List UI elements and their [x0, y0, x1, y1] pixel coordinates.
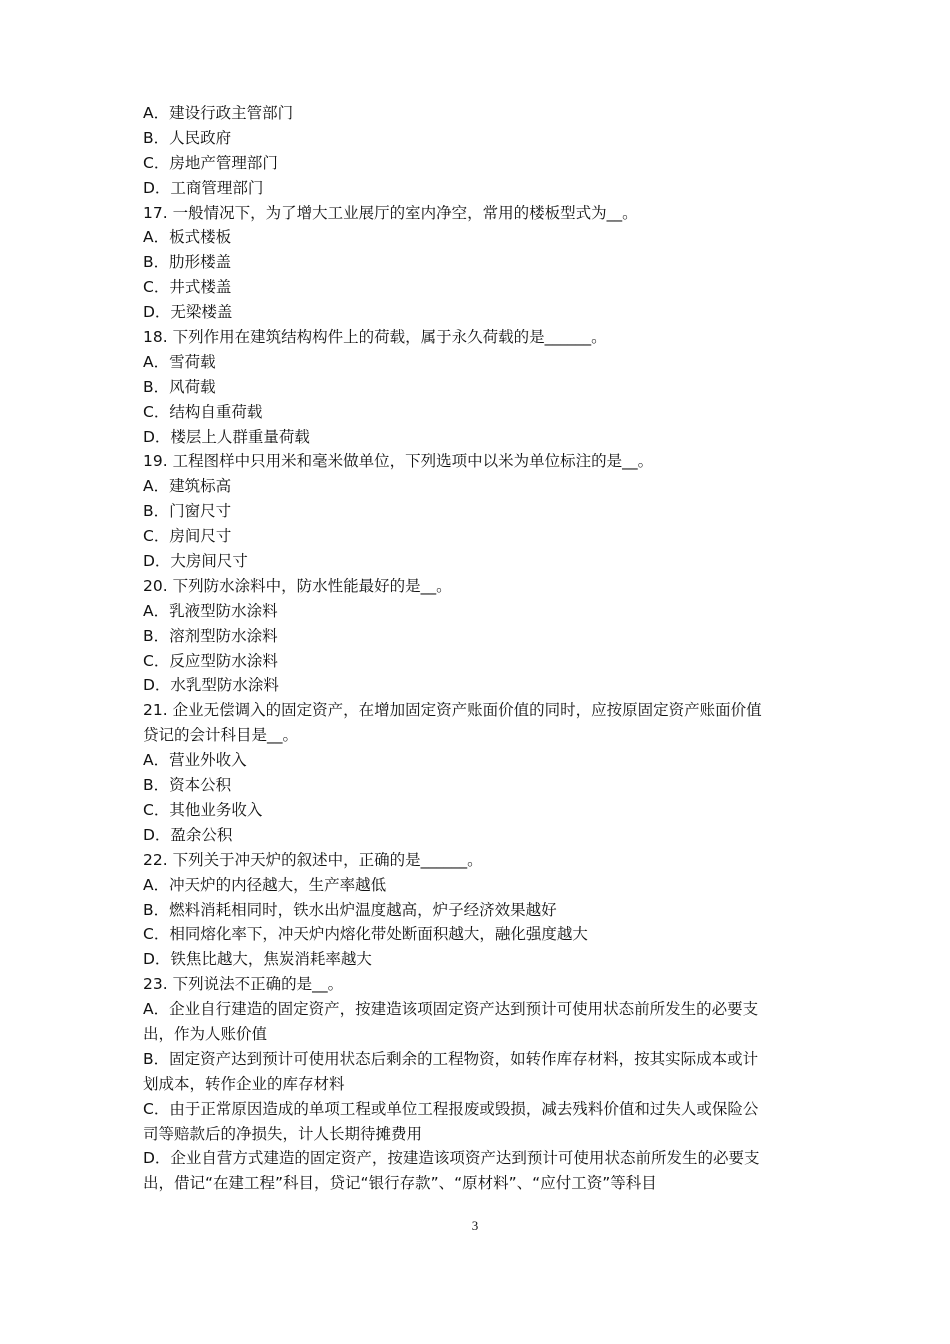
option-a: A．板式楼板 [143, 228, 232, 247]
question-20: 20. 下列防水涂料中，防水性能最好的是__。 [143, 576, 452, 595]
option-c: C．其他业务收入 [143, 800, 263, 819]
question-21: 21. 企业无偿调入的固定资产，在增加固定资产账面价值的同时，应按原固定资产账面价值 [143, 701, 762, 720]
option-a: A．建筑标高 [143, 477, 232, 496]
option-d: D．盈余公积 [143, 825, 233, 844]
option-d: D．企业自营方式建造的固定资产，按建造该项资产达到预计可使用状态前所发生的必要支 [143, 1149, 760, 1168]
option-c: C．房间尺寸 [143, 527, 232, 546]
question-23: 23. 下列说法不正确的是__。 [143, 975, 344, 994]
option-a: A．冲天炉的内径越大，生产率越低 [143, 875, 387, 894]
page-number: 3 [471, 1218, 479, 1233]
option-d: D．工商管理部门 [143, 178, 264, 197]
option-d: D．无梁楼盖 [143, 303, 233, 322]
question-18: 18. 下列作用在建筑结构构件上的荷载，属于永久荷载的是______。 [143, 328, 607, 347]
question-17: 17. 一般情况下，为了增大工业展厅的室内净空，常用的楼板型式为__。 [143, 203, 638, 222]
question-19: 19. 工程图样中只用米和毫米做单位，下列选项中以米为单位标注的是__。 [143, 452, 654, 471]
option-d-continued: 出，借记“在建工程”科目，贷记“银行存款”、“原材料”、“应付工资”等科目 [143, 1174, 657, 1193]
page-content [143, 101, 818, 1196]
option-b: B．燃料消耗相同时，铁水出炉温度越高，炉子经济效果越好 [143, 900, 557, 919]
option-d: D．水乳型防水涂料 [143, 676, 279, 695]
option-a: A．乳液型防水涂料 [143, 601, 278, 620]
option-d: D．铁焦比越大，焦炭消耗率越大 [143, 950, 372, 969]
option-c: C．反应型防水涂料 [143, 651, 278, 670]
option-a: A．企业自行建造的固定资产，按建造该项固定资产达到预计可使用状态前所发生的必要支 [143, 1000, 759, 1019]
option-c: C．相同熔化率下，冲天炉内熔化带处断面积越大，融化强度越大 [143, 925, 588, 944]
option-d: D．楼层上人群重量荷载 [143, 427, 310, 446]
option-a: A．雪荷载 [143, 352, 216, 371]
option-b-continued: 划成本，转作企业的库存材料 [143, 1074, 345, 1093]
option-b: B．固定资产达到预计可使用状态后剩余的工程物资，如转作库存材料，按其实际成本或计 [143, 1049, 759, 1068]
option-d: D．大房间尺寸 [143, 552, 248, 571]
option-b: B．资本公积 [143, 776, 232, 795]
question-21-continued: 贷记的会计科目是__。 [143, 726, 299, 745]
option-b: B．风荷载 [143, 377, 216, 396]
option-a: A．建设行政主管部门 [143, 104, 294, 122]
option-c-continued: 司等赔款后的净损失，计人长期待摊费用 [143, 1124, 423, 1143]
option-a-continued: 出，作为人账价值 [143, 1024, 268, 1043]
option-b: B．人民政府 [143, 128, 232, 147]
question-22: 22. 下列关于冲天炉的叙述中，正确的是______。 [143, 850, 483, 869]
option-c: C．由于正常原因造成的单项工程或单位工程报废或毁损，减去残料价值和过失人或保险公 [143, 1099, 759, 1118]
option-a: A．营业外收入 [143, 751, 247, 770]
option-c: C．井式楼盖 [143, 278, 232, 297]
option-b: B．肋形楼盖 [143, 253, 232, 272]
option-c: C．房地产管理部门 [143, 153, 278, 172]
option-b: B．门窗尺寸 [143, 502, 232, 521]
option-c: C．结构自重荷载 [143, 402, 263, 421]
option-b: B．溶剂型防水涂料 [143, 626, 278, 645]
